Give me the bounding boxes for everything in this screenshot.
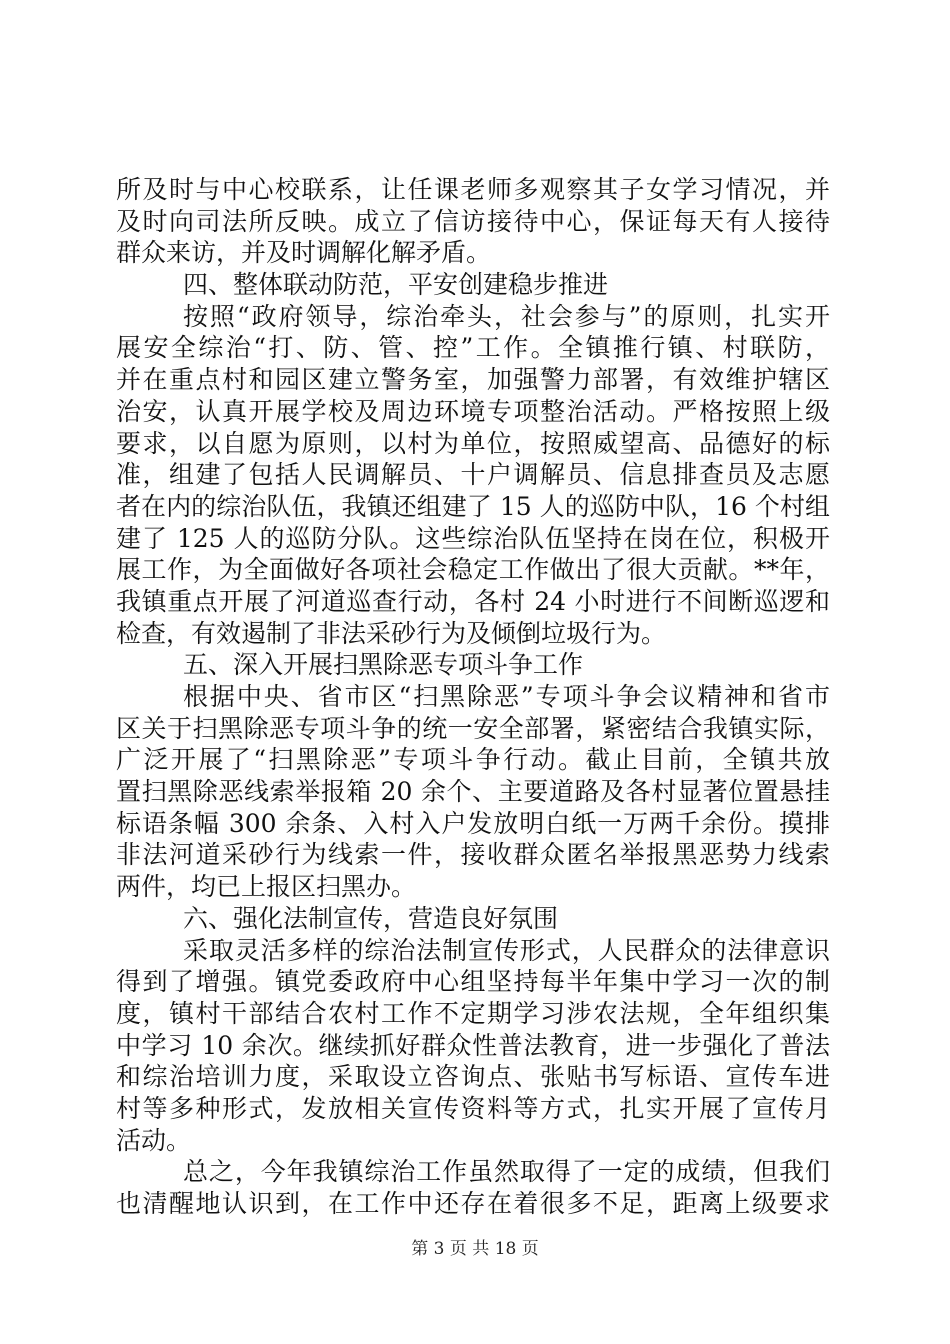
text-line: 五、深入开展扫黑除恶专项斗争工作 (183, 650, 584, 680)
text-line: 检查，有效遏制了非法采砂行为及倾倒垃圾行为。 (116, 618, 667, 648)
text-line: 活动。 (116, 1125, 192, 1155)
text-line: 得到了增强。镇党委政府中心组坚持每半年集中学习一次的制 (116, 967, 830, 997)
text-line: 要求，以自愿为原则，以村为单位，按照威望高、品德好的标 (116, 428, 830, 458)
text-line: 展安全综治“打、防、管、控”工作。全镇推行镇、村联防， (116, 333, 830, 363)
text-line: 广泛开展了“扫黑除恶”专项斗争行动。截止目前，全镇共放 (116, 745, 830, 775)
text-line: 置扫黑除恶线索举报箱 20 余个、主要道路及各村显著位置悬挂 (116, 777, 830, 807)
text-line: 并在重点村和园区建立警务室，加强警力部署，有效维护辖区 (116, 365, 830, 395)
text-line: 我镇重点开展了河道巡查行动，各村 24 小时进行不间断巡逻和 (116, 586, 830, 616)
document-body (116, 174, 830, 1220)
text-line: 区关于扫黑除恶专项斗争的统一安全部署，紧密结合我镇实际， (116, 713, 830, 743)
text-line: 所及时与中心校联系，让任课老师多观察其子女学习情况，并 (116, 175, 830, 204)
text-line: 也清醒地认识到，在工作中还存在着很多不足，距离上级要求 (116, 1189, 830, 1218)
page-footer: 第 3 页 共 18 页 (411, 1239, 539, 1259)
text-line: 按照“政府领导，综治牵头，社会参与”的原则，扎实开 (183, 301, 830, 331)
text-line: 非法河道采砂行为线索一件，接收群众匿名举报黑恶势力线索 (116, 840, 830, 870)
text-line: 六、强化法制宣传，营造良好氛围 (183, 903, 559, 933)
text-line: 度，镇村干部结合农村工作不定期学习涉农法规，全年组织集 (116, 998, 830, 1028)
text-line: 治安，认真开展学校及周边环境专项整治活动。严格按照上级 (116, 396, 830, 426)
text-line: 村等多种形式，发放相关宣传资料等方式，扎实开展了宣传月 (116, 1093, 830, 1123)
text-line: 四、整体联动防范，平安创建稳步推进 (183, 270, 609, 300)
text-line: 根据中央、省市区“扫黑除恶”专项斗争会议精神和省市 (183, 682, 830, 711)
text-line: 群众来访，并及时调解化解矛盾。 (116, 238, 492, 268)
text-line: 和综治培训力度，采取设立咨询点、张贴书写标语、宣传车进 (116, 1062, 830, 1092)
text-line: 采取灵活多样的综治法制宣传形式，人民群众的法律意识 (183, 935, 830, 965)
text-line: 者在内的综治队伍，我镇还组建了 15 人的巡防中队，16 个村组 (116, 491, 830, 521)
text-line: 展工作，为全面做好各项社会稳定工作做出了很大贡献。**年， (116, 555, 830, 585)
text-line: 及时向司法所反映。成立了信访接待中心，保证每天有人接待 (116, 206, 830, 236)
text-line: 标语条幅 300 余条、入村入户发放明白纸一万两千余份。摸排 (116, 808, 830, 838)
text-line: 两件，均已上报区扫黑办。 (116, 872, 417, 902)
text-line: 总之，今年我镇综治工作虽然取得了一定的成绩，但我们 (183, 1157, 830, 1187)
text-line: 建了 125 人的巡防分队。这些综治队伍坚持在岗在位，积极开 (116, 523, 830, 553)
text-line: 中学习 10 余次。继续抓好群众性普法教育，进一步强化了普法 (116, 1030, 830, 1060)
text-line: 准，组建了包括人民调解员、十户调解员、信息排查员及志愿 (116, 460, 830, 490)
